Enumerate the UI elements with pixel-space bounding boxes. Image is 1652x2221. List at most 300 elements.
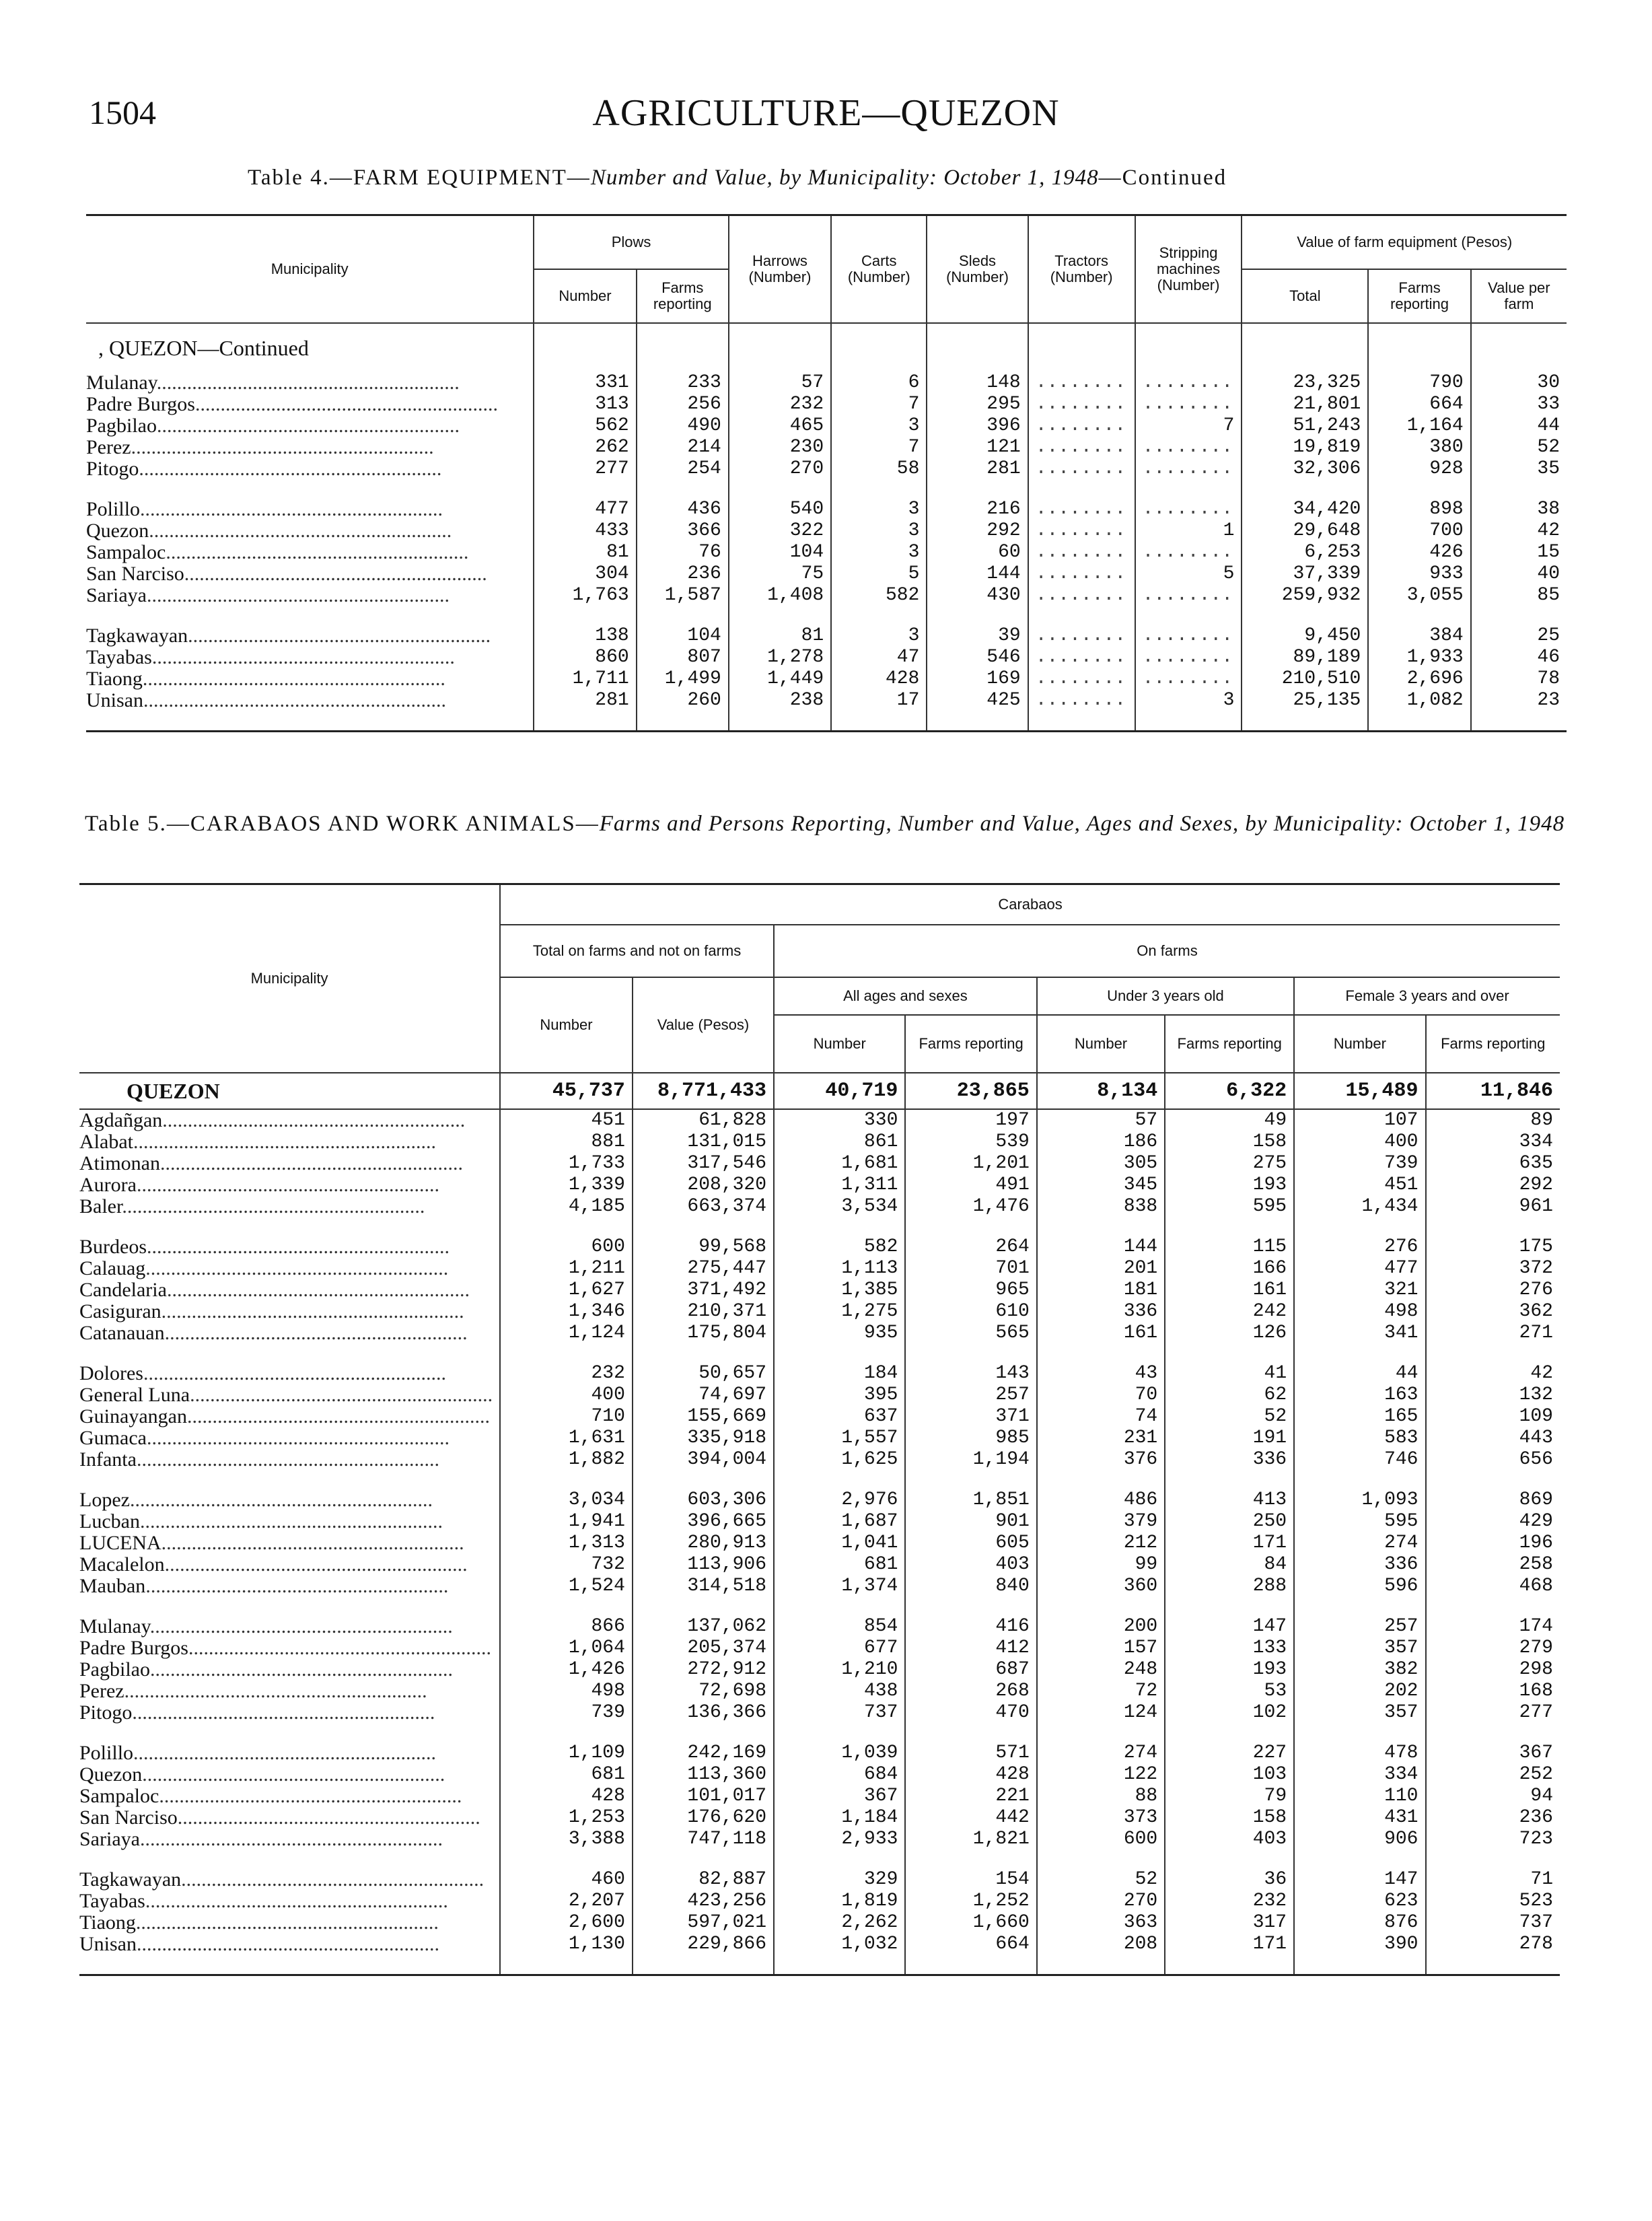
t4-cell-total: 23,325 — [1242, 372, 1368, 394]
t5-municipality-name: Agdañgan............................................................ — [79, 1109, 466, 1131]
t5-cell-number: 1,733 — [500, 1153, 633, 1174]
t5-cell-f3_farms: 292 — [1426, 1174, 1560, 1196]
t5-cell-all_num: 677 — [774, 1637, 905, 1659]
t5-cell-value: 101,017 — [633, 1786, 774, 1807]
t4-cell-plows: 562 — [534, 415, 636, 437]
t5-table-row — [79, 1702, 1560, 1724]
t5-cell-all_num: 1,557 — [774, 1427, 905, 1449]
t5-total-f3-farms: 11,846 — [1426, 1073, 1560, 1109]
t5-cell-f3_num: 1,434 — [1294, 1196, 1425, 1218]
t5-municipality-name: Guinayangan............................................................ — [79, 1406, 490, 1427]
t5-cell-value: 275,447 — [633, 1258, 774, 1279]
t5-cell-f3_farms: 372 — [1426, 1258, 1560, 1279]
t5-municipality-name: Casiguran............................................................ — [79, 1301, 464, 1323]
t5-municipality-name: Macalelon............................................................ — [79, 1554, 468, 1576]
t5-cell-number: 1,124 — [500, 1323, 633, 1344]
t4-cell-vfarms: 928 — [1368, 458, 1470, 480]
t4-cell-harrows: 75 — [729, 563, 831, 585]
t5-cell-value: 176,620 — [633, 1807, 774, 1829]
t4-cell-vfarms: 384 — [1368, 625, 1470, 647]
t4-cell-vfarms: 664 — [1368, 394, 1470, 415]
t4-cell-vfarms: 2,696 — [1368, 668, 1470, 690]
t4-cell-plows: 281 — [534, 690, 636, 711]
t5-cell-value: 131,015 — [633, 1131, 774, 1153]
t5-cell-number: 1,253 — [500, 1807, 633, 1829]
t4-cell-tractors: ........ — [1028, 520, 1135, 542]
t5-table-row — [79, 1153, 1560, 1174]
t5-cell-number: 1,941 — [500, 1511, 633, 1532]
t5-cell-f3_farms: 279 — [1426, 1637, 1560, 1659]
t5-cell-all_farms: 565 — [905, 1323, 1036, 1344]
t5-cell-all_farms: 1,821 — [905, 1829, 1036, 1850]
t5-table-row — [79, 1891, 1560, 1912]
t4-cell-farms: 104 — [637, 625, 729, 647]
t4-cell-stripping: 1 — [1135, 520, 1242, 542]
t5-municipality-name: Lopez............................................................ — [79, 1489, 433, 1511]
t5-cell-f3_num: 876 — [1294, 1912, 1425, 1934]
t5-cell-u3_farms: 250 — [1165, 1511, 1294, 1532]
t5-table-row — [79, 1258, 1560, 1279]
t5-municipality-name: Sariaya............................................................ — [79, 1829, 443, 1850]
t5-cell-value: 205,374 — [633, 1637, 774, 1659]
t4-cell-sleds: 292 — [927, 520, 1028, 542]
t5-cell-u3_farms: 171 — [1165, 1532, 1294, 1554]
t4-cell-farms: 366 — [637, 520, 729, 542]
t4-cell-total: 19,819 — [1242, 437, 1368, 458]
t5-cell-all_num: 330 — [774, 1109, 905, 1131]
t5-cell-all_num: 2,976 — [774, 1489, 905, 1511]
t5-cell-f3_farms: 367 — [1426, 1742, 1560, 1764]
t5-cell-value: 272,912 — [633, 1659, 774, 1681]
t5-cell-all_num: 1,625 — [774, 1449, 905, 1471]
t4-cell-plows: 477 — [534, 499, 636, 520]
t5-cell-u3_num: 208 — [1037, 1934, 1165, 1955]
t4-section-label: , QUEZON—Continued — [98, 336, 309, 360]
t5-header-all-ages: All ages and sexes — [774, 977, 1037, 1015]
t5-header-female3: Female 3 years and over — [1294, 977, 1560, 1015]
t4-cell-stripping: ........ — [1135, 625, 1242, 647]
t5-header-on-farms: On farms — [774, 925, 1560, 977]
t5-cell-all_farms: 701 — [905, 1258, 1036, 1279]
t5-cell-all_farms: 985 — [905, 1427, 1036, 1449]
t4-cell-total: 34,420 — [1242, 499, 1368, 520]
t5-table-row — [79, 1511, 1560, 1532]
t4-cell-perfarm: 85 — [1471, 585, 1567, 606]
t4-cell-carts: 582 — [831, 585, 927, 606]
t4-cell-vfarms: 1,164 — [1368, 415, 1470, 437]
t4-cell-harrows: 322 — [729, 520, 831, 542]
t5-cell-u3_num: 838 — [1037, 1196, 1165, 1218]
t5-cell-number: 498 — [500, 1681, 633, 1702]
t4-cell-sleds: 148 — [927, 372, 1028, 394]
t5-cell-number: 1,426 — [500, 1659, 633, 1681]
t4-cell-plows: 1,711 — [534, 668, 636, 690]
t4-header-harrows: Harrows (Number) — [729, 215, 831, 324]
t5-cell-u3_num: 157 — [1037, 1637, 1165, 1659]
t5-cell-number: 681 — [500, 1764, 633, 1786]
t5-cell-all_farms: 371 — [905, 1406, 1036, 1427]
t4-cell-stripping: ........ — [1135, 542, 1242, 563]
t5-total-name: QUEZON — [79, 1073, 500, 1109]
t5-cell-f3_num: 739 — [1294, 1153, 1425, 1174]
t5-municipality-name: Candelaria............................................................ — [79, 1279, 470, 1301]
t4-cell-tractors: ........ — [1028, 437, 1135, 458]
t5-cell-f3_num: 906 — [1294, 1829, 1425, 1850]
t5-end-gap — [79, 1955, 1560, 1975]
t5-header-total-on-farms: Total on farms and not on farms — [500, 925, 774, 977]
t4-cell-stripping: ........ — [1135, 585, 1242, 606]
t5-cell-f3_farms: 523 — [1426, 1891, 1560, 1912]
t5-table-row — [79, 1934, 1560, 1955]
t4-cell-carts: 7 — [831, 394, 927, 415]
t5-cell-f3_farms: 468 — [1426, 1576, 1560, 1597]
t5-table-row — [79, 1236, 1560, 1258]
t4-cell-vfarms: 426 — [1368, 542, 1470, 563]
t5-cell-f3_num: 321 — [1294, 1279, 1425, 1301]
t5-cell-u3_farms: 133 — [1165, 1637, 1294, 1659]
t4-table-row — [86, 415, 1567, 437]
t5-cell-u3_farms: 102 — [1165, 1702, 1294, 1724]
t5-cell-all_farms: 470 — [905, 1702, 1036, 1724]
t5-cell-f3_num: 478 — [1294, 1742, 1425, 1764]
t5-total-value: 8,771,433 — [633, 1073, 774, 1109]
t4-header-per-farm: Value per farm — [1471, 269, 1567, 323]
t4-cell-vfarms: 898 — [1368, 499, 1470, 520]
t4-cell-plows: 331 — [534, 372, 636, 394]
t5-cell-u3_farms: 52 — [1165, 1406, 1294, 1427]
t5-cell-value: 99,568 — [633, 1236, 774, 1258]
t5-table-row — [79, 1659, 1560, 1681]
t5-cell-u3_num: 144 — [1037, 1236, 1165, 1258]
t5-municipality-name: Mauban............................................................ — [79, 1576, 449, 1597]
t4-cell-vfarms: 933 — [1368, 563, 1470, 585]
t5-cell-number: 451 — [500, 1109, 633, 1131]
t4-header-plows: Plows — [534, 215, 728, 270]
t4-cell-stripping: ........ — [1135, 394, 1242, 415]
t5-cell-all_farms: 412 — [905, 1637, 1036, 1659]
t4-cell-total: 259,932 — [1242, 585, 1368, 606]
t5-cell-f3_num: 583 — [1294, 1427, 1425, 1449]
t5-cell-u3_farms: 227 — [1165, 1742, 1294, 1764]
t4-cell-harrows: 81 — [729, 625, 831, 647]
t5-cell-all_num: 684 — [774, 1764, 905, 1786]
t5-cell-all_farms: 264 — [905, 1236, 1036, 1258]
t4-cell-harrows: 1,278 — [729, 647, 831, 668]
t4-cell-perfarm: 15 — [1471, 542, 1567, 563]
t5-cell-f3_num: 334 — [1294, 1764, 1425, 1786]
t4-cell-tractors: ........ — [1028, 647, 1135, 668]
t5-cell-f3_farms: 278 — [1426, 1934, 1560, 1955]
table4-farm-equipment — [86, 214, 1567, 732]
t4-cell-farms: 436 — [637, 499, 729, 520]
t4-cell-total: 9,450 — [1242, 625, 1368, 647]
t5-table-row — [79, 1427, 1560, 1449]
t5-cell-f3_num: 357 — [1294, 1702, 1425, 1724]
t4-cell-plows: 138 — [534, 625, 636, 647]
t5-table-row — [79, 1363, 1560, 1384]
t5-cell-number: 1,627 — [500, 1279, 633, 1301]
t5-municipality-name: Sampaloc............................................................ — [79, 1786, 462, 1807]
t5-cell-u3_farms: 242 — [1165, 1301, 1294, 1323]
t5-municipality-name: Pitogo............................................................ — [79, 1702, 435, 1724]
t5-cell-f3_farms: 174 — [1426, 1616, 1560, 1637]
table5-carabaos — [79, 883, 1560, 1976]
t4-cell-harrows: 540 — [729, 499, 831, 520]
t4-municipality-name: Quezon............................................................ — [86, 520, 452, 542]
t5-cell-u3_num: 70 — [1037, 1384, 1165, 1406]
t4-cell-stripping: 5 — [1135, 563, 1242, 585]
t4-cell-perfarm: 30 — [1471, 372, 1567, 394]
t5-cell-f3_farms: 298 — [1426, 1659, 1560, 1681]
t4-cell-total: 29,648 — [1242, 520, 1368, 542]
t5-cell-number: 1,313 — [500, 1532, 633, 1554]
t4-cell-tractors: ........ — [1028, 563, 1135, 585]
t4-cell-sleds: 39 — [927, 625, 1028, 647]
t5-cell-value: 371,492 — [633, 1279, 774, 1301]
t4-cell-farms: 214 — [637, 437, 729, 458]
t5-cell-u3_num: 200 — [1037, 1616, 1165, 1637]
t5-table-row — [79, 1449, 1560, 1471]
t5-cell-u3_farms: 84 — [1165, 1554, 1294, 1576]
t5-cell-f3_farms: 737 — [1426, 1912, 1560, 1934]
t4-cell-tractors: ........ — [1028, 415, 1135, 437]
t4-municipality-name: Tagkawayan............................................................ — [86, 625, 491, 647]
t5-cell-value: 314,518 — [633, 1576, 774, 1597]
t5-cell-u3_num: 336 — [1037, 1301, 1165, 1323]
t5-municipality-name: Atimonan............................................................ — [79, 1153, 463, 1174]
t5-cell-u3_farms: 232 — [1165, 1891, 1294, 1912]
t5-table-row — [79, 1807, 1560, 1829]
t4-cell-vfarms: 3,055 — [1368, 585, 1470, 606]
t5-cell-number: 2,207 — [500, 1891, 633, 1912]
t5-municipality-name: Polillo............................................................ — [79, 1742, 437, 1764]
t5-table-row — [79, 1554, 1560, 1576]
table4-caption-italic: Number and Value, by Municipality: October 1, 1948 — [590, 166, 1099, 190]
t4-cell-stripping: ........ — [1135, 647, 1242, 668]
t5-cell-value: 280,913 — [633, 1532, 774, 1554]
t4-cell-sleds: 281 — [927, 458, 1028, 480]
t4-cell-tractors: ........ — [1028, 585, 1135, 606]
t5-cell-f3_farms: 443 — [1426, 1427, 1560, 1449]
t5-municipality-name: Baler............................................................ — [79, 1196, 425, 1218]
t4-cell-plows: 313 — [534, 394, 636, 415]
t5-cell-all_num: 438 — [774, 1681, 905, 1702]
t5-header-municipality: Municipality — [79, 884, 500, 1073]
t5-cell-u3_num: 124 — [1037, 1702, 1165, 1724]
t5-cell-f3_num: 202 — [1294, 1681, 1425, 1702]
t4-table-row — [86, 668, 1567, 690]
t5-cell-all_num: 1,113 — [774, 1258, 905, 1279]
t5-cell-number: 4,185 — [500, 1196, 633, 1218]
t4-cell-carts: 17 — [831, 690, 927, 711]
t5-header-u3-number: Number — [1037, 1015, 1165, 1073]
t5-table-row — [79, 1109, 1560, 1131]
t5-cell-all_farms: 687 — [905, 1659, 1036, 1681]
table5-caption-prefix: Table 5.—CARABAOS AND WORK ANIMALS— — [85, 812, 600, 836]
t5-cell-all_farms: 403 — [905, 1554, 1036, 1576]
t5-cell-number: 1,346 — [500, 1301, 633, 1323]
t5-cell-all_num: 854 — [774, 1616, 905, 1637]
t4-cell-sleds: 216 — [927, 499, 1028, 520]
t4-cell-carts: 3 — [831, 520, 927, 542]
t5-cell-all_num: 1,374 — [774, 1576, 905, 1597]
t4-cell-vfarms: 700 — [1368, 520, 1470, 542]
t5-municipality-name: Unisan............................................................ — [79, 1934, 439, 1955]
t5-cell-u3_num: 88 — [1037, 1786, 1165, 1807]
t5-header-all-farms: Farms reporting — [905, 1015, 1036, 1073]
t5-cell-number: 881 — [500, 1131, 633, 1153]
t4-cell-carts: 7 — [831, 437, 927, 458]
t5-cell-f3_num: 400 — [1294, 1131, 1425, 1153]
t5-group-gap — [79, 1597, 1560, 1616]
t5-cell-all_num: 2,262 — [774, 1912, 905, 1934]
t5-table-row — [79, 1576, 1560, 1597]
t5-total-f3-number: 15,489 — [1294, 1073, 1425, 1109]
t4-cell-vfarms: 1,933 — [1368, 647, 1470, 668]
t4-cell-carts: 3 — [831, 499, 927, 520]
t5-cell-all_farms: 491 — [905, 1174, 1036, 1196]
t5-cell-value: 394,004 — [633, 1449, 774, 1471]
t5-cell-number: 2,600 — [500, 1912, 633, 1934]
t5-cell-f3_farms: 635 — [1426, 1153, 1560, 1174]
t5-cell-all_farms: 257 — [905, 1384, 1036, 1406]
t5-cell-value: 136,366 — [633, 1702, 774, 1724]
t5-cell-f3_farms: 362 — [1426, 1301, 1560, 1323]
t4-cell-tractors: ........ — [1028, 690, 1135, 711]
t4-cell-carts: 3 — [831, 415, 927, 437]
t4-cell-stripping: 7 — [1135, 415, 1242, 437]
t4-table-row — [86, 458, 1567, 480]
t5-cell-f3_farms: 258 — [1426, 1554, 1560, 1576]
t5-cell-f3_num: 110 — [1294, 1786, 1425, 1807]
t4-cell-harrows: 465 — [729, 415, 831, 437]
t5-cell-all_farms: 143 — [905, 1363, 1036, 1384]
t5-cell-u3_num: 57 — [1037, 1109, 1165, 1131]
t5-cell-u3_farms: 403 — [1165, 1829, 1294, 1850]
t5-cell-all_num: 1,275 — [774, 1301, 905, 1323]
t5-cell-f3_num: 498 — [1294, 1301, 1425, 1323]
t4-cell-total: 25,135 — [1242, 690, 1368, 711]
t5-cell-number: 600 — [500, 1236, 633, 1258]
t5-cell-all_num: 935 — [774, 1323, 905, 1344]
t4-table-row — [86, 520, 1567, 542]
t4-cell-farms: 807 — [637, 647, 729, 668]
t5-municipality-name: Catanauan............................................................ — [79, 1323, 468, 1344]
t4-municipality-name: Padre Burgos............................................................ — [86, 394, 498, 415]
t5-table-row — [79, 1532, 1560, 1554]
t5-municipality-name: Dolores............................................................ — [79, 1363, 446, 1384]
t5-cell-value: 229,866 — [633, 1934, 774, 1955]
t5-cell-u3_num: 72 — [1037, 1681, 1165, 1702]
t4-cell-farms: 236 — [637, 563, 729, 585]
t4-municipality-name: Mulanay............................................................ — [86, 372, 460, 394]
t4-cell-perfarm: 23 — [1471, 690, 1567, 711]
t4-cell-plows: 304 — [534, 563, 636, 585]
t4-cell-sleds: 144 — [927, 563, 1028, 585]
t4-cell-tractors: ........ — [1028, 394, 1135, 415]
t4-body — [86, 323, 1567, 732]
t4-cell-tractors: ........ — [1028, 458, 1135, 480]
t4-municipality-name: Unisan............................................................ — [86, 690, 446, 711]
t5-cell-u3_farms: 49 — [1165, 1109, 1294, 1131]
t5-cell-all_num: 861 — [774, 1131, 905, 1153]
t4-cell-perfarm: 52 — [1471, 437, 1567, 458]
t4-cell-farms: 233 — [637, 372, 729, 394]
t5-cell-u3_farms: 158 — [1165, 1807, 1294, 1829]
t4-cell-perfarm: 44 — [1471, 415, 1567, 437]
t5-cell-u3_farms: 115 — [1165, 1236, 1294, 1258]
t4-header-value: Value of farm equipment (Pesos) — [1242, 215, 1567, 270]
t4-cell-harrows: 1,408 — [729, 585, 831, 606]
t5-cell-all_farms: 1,476 — [905, 1196, 1036, 1218]
t5-cell-all_num: 1,311 — [774, 1174, 905, 1196]
t5-cell-all_farms: 965 — [905, 1279, 1036, 1301]
t5-cell-value: 74,697 — [633, 1384, 774, 1406]
t5-group-gap — [79, 1471, 1560, 1489]
t5-cell-u3_num: 305 — [1037, 1153, 1165, 1174]
t4-table-row — [86, 372, 1567, 394]
t4-table-row — [86, 585, 1567, 606]
t4-municipality-name: Polillo............................................................ — [86, 499, 443, 520]
t5-municipality-name: Alabat............................................................ — [79, 1131, 436, 1153]
t5-cell-f3_farms: 196 — [1426, 1532, 1560, 1554]
t5-cell-u3_num: 379 — [1037, 1511, 1165, 1532]
t4-cell-plows: 860 — [534, 647, 636, 668]
t4-municipality-name: Pagbilao............................................................ — [86, 415, 460, 437]
t5-cell-number: 1,882 — [500, 1449, 633, 1471]
t5-cell-number: 1,064 — [500, 1637, 633, 1659]
t5-cell-u3_num: 52 — [1037, 1869, 1165, 1891]
t5-header-f3-farms: Farms reporting — [1426, 1015, 1560, 1073]
t4-table-row — [86, 647, 1567, 668]
t5-cell-f3_farms: 236 — [1426, 1807, 1560, 1829]
t5-table-row — [79, 1323, 1560, 1344]
t5-cell-all_num: 3,534 — [774, 1196, 905, 1218]
t5-cell-f3_num: 451 — [1294, 1174, 1425, 1196]
t5-cell-all_farms: 840 — [905, 1576, 1036, 1597]
t5-cell-u3_farms: 103 — [1165, 1764, 1294, 1786]
t5-cell-value: 663,374 — [633, 1196, 774, 1218]
t5-cell-number: 232 — [500, 1363, 633, 1384]
t5-cell-value: 603,306 — [633, 1489, 774, 1511]
table4-caption-prefix: Table 4.—FARM EQUIPMENT— — [248, 166, 591, 190]
t5-cell-all_num: 637 — [774, 1406, 905, 1427]
t5-cell-f3_num: 44 — [1294, 1363, 1425, 1384]
t5-cell-f3_farms: 168 — [1426, 1681, 1560, 1702]
t5-cell-u3_num: 600 — [1037, 1829, 1165, 1850]
t5-cell-f3_num: 107 — [1294, 1109, 1425, 1131]
t5-header-under3: Under 3 years old — [1037, 977, 1294, 1015]
t4-cell-harrows: 238 — [729, 690, 831, 711]
t5-cell-value: 113,360 — [633, 1764, 774, 1786]
t5-cell-f3_num: 596 — [1294, 1576, 1425, 1597]
t4-cell-total: 21,801 — [1242, 394, 1368, 415]
t5-cell-u3_farms: 147 — [1165, 1616, 1294, 1637]
t4-table-row — [86, 563, 1567, 585]
t5-cell-all_num: 1,032 — [774, 1934, 905, 1955]
table5-caption — [85, 812, 1579, 837]
t5-cell-number: 1,109 — [500, 1742, 633, 1764]
t5-cell-all_farms: 1,194 — [905, 1449, 1036, 1471]
t5-cell-f3_num: 477 — [1294, 1258, 1425, 1279]
t5-cell-all_farms: 539 — [905, 1131, 1036, 1153]
t5-cell-f3_farms: 89 — [1426, 1109, 1560, 1131]
t5-cell-u3_farms: 191 — [1165, 1427, 1294, 1449]
t5-group-gap — [79, 1850, 1560, 1869]
t5-cell-f3_num: 274 — [1294, 1532, 1425, 1554]
t5-cell-value: 396,665 — [633, 1511, 774, 1532]
t5-group-gap — [79, 1724, 1560, 1742]
